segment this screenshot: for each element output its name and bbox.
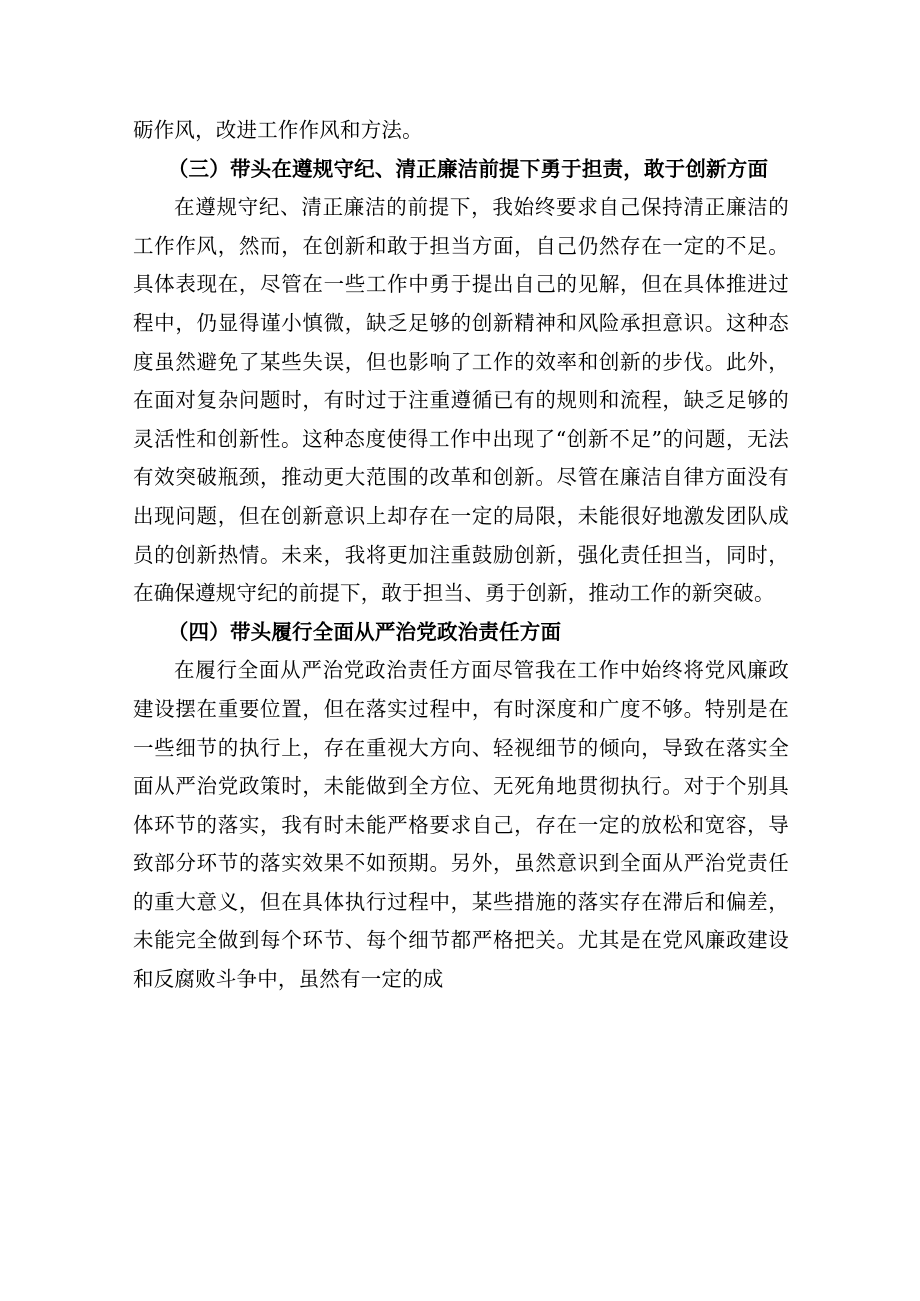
document-body bbox=[133, 111, 789, 999]
paragraph-section-four: 在履行全面从严治党政治责任方面尽管我在工作中始终将党风廉政建设摆在重要位置，但在落实过程中，有时深度和广度不够。特别是在一些细节的执行上，存在重视大方向、轻视细节的倾向，导致在落实全面从严治党政策时，未能做到全方位、无死角地贯彻执行。对于个别具体环节的落实，我有时未能严格要求自己，存在一定的放松和宽容，导致部分环节的落实效果不如预期。另外，虽然意识到全面从严治党责任的重大意义，但在具体执行过程中，某些措施的落实存在滞后和偏差，未能完全做到每个环节、每个细节都严格把关。尤其是在党风廉政建设和反腐败斗争中，虽然有一定的成 bbox=[133, 658, 789, 992]
section-heading-three: （三）带头在遵规守纪、清正廉洁前提下勇于担责，敢于创新方面 bbox=[167, 156, 769, 181]
paragraph-continuation: 砺作风，改进工作作风和方法。 bbox=[133, 118, 423, 142]
paragraph-section-three: 在遵规守纪、清正廉洁的前提下，我始终要求自己保持清正廉洁的工作作风，然而，在创新和敢于担当方面，自己仍然存在一定的不足。具体表现在，尽管在一些工作中勇于提出自己的见解，但在具体推进过程中，仍显得谨小慎微，缺乏足够的创新精神和风险承担意识。这种态度虽然避免了某些失误，但也影响了工作的效率和创新的步伐。此外，在面对复杂问题时，有时过于注重遵循已有的规则和流程，缺乏足够的灵活性和创新性。这种态度使得工作中出现了“创新不足”的问题，无法有效突破瓶颈，推动更大范围的改革和创新。尽管在廉洁自律方面没有出现问题，但在创新意识上却存在一定的局限，未能很好地激发团队成员的创新热情。未来，我将更加注重鼓励创新，强化责任担当，同时，在确保遵规守纪的前提下，敢于担当、勇于创新，推动工作的新突破。 bbox=[133, 195, 789, 606]
section-heading-four: （四）带头履行全面从严治党政治责任方面 bbox=[167, 619, 562, 644]
